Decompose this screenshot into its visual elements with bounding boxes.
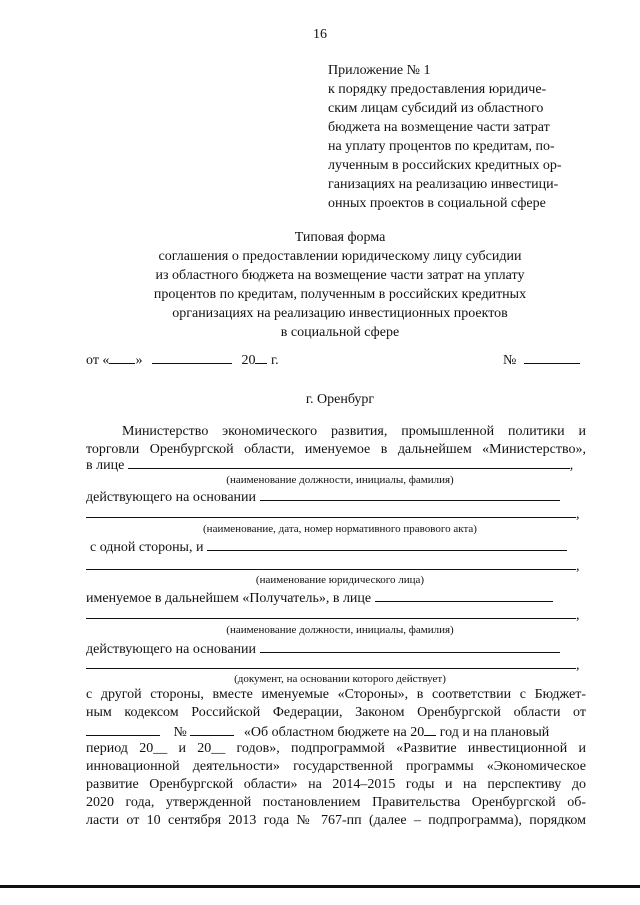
- body-paragraph: [86, 686, 586, 722]
- comma: ,: [576, 608, 580, 623]
- one-side-row: [90, 537, 567, 557]
- in-person-label: в лице: [86, 458, 125, 473]
- recipient-row-2: [86, 605, 580, 625]
- minister-position-field[interactable]: [128, 455, 570, 469]
- law-title: «Об областном бюджете на 20: [243, 725, 425, 740]
- body-line: 2020 года, утвержденной постановлением Правительства Оренбургской об-: [86, 795, 586, 810]
- law-number-field[interactable]: [190, 722, 234, 736]
- date-close-quote: »: [135, 353, 143, 368]
- day-field[interactable]: [109, 350, 135, 364]
- body-line: развитие Оренбургской области» на 2014–2015 годы и на перспективу до: [86, 777, 586, 792]
- date-from: от «: [86, 353, 110, 368]
- month-field[interactable]: [152, 350, 232, 364]
- caption-document: (документ, на основании которого действует): [234, 673, 446, 685]
- intro-paragraph: [86, 423, 586, 459]
- legal-entity-row-2: [86, 556, 580, 576]
- title-line: процентов по кредитам, полученным в российских кредитных: [153, 287, 527, 302]
- law-line: [86, 722, 549, 742]
- number-sign: №: [503, 353, 517, 368]
- bottom-rule: [0, 885, 640, 888]
- law-number-sign: №: [173, 725, 187, 740]
- annex-line: на уплату процентов по кредитам, по-: [328, 139, 555, 154]
- caption-position-2: (наименование должности, инициалы, фамилия): [226, 624, 454, 636]
- document-title: [0, 228, 640, 342]
- comma: ,: [569, 458, 574, 473]
- in-person-row: [86, 455, 573, 475]
- budget-year-field[interactable]: [424, 722, 436, 736]
- annex-line: ганизациях на реализацию инвестици-: [328, 177, 559, 192]
- intro-line: торговли Оренбургской области, именуемое в дальнейшем «Министерство»,: [86, 442, 586, 457]
- title-line: организациях на реализацию инвестиционных проектов: [172, 306, 508, 321]
- body-line: с другой стороны, вместе именуемые «Стороны», в соответствии с Бюджет-: [86, 687, 586, 702]
- acting-basis-field-2[interactable]: [86, 504, 576, 518]
- acting-basis-field[interactable]: [260, 487, 560, 501]
- one-side-label: с одной стороны, и: [90, 540, 204, 555]
- page-number: 16: [313, 27, 327, 42]
- date-row: [86, 350, 279, 370]
- comma: ,: [576, 507, 580, 522]
- annex-line: онных проектов в социальной сфере: [328, 196, 546, 211]
- city: г. Оренбург: [305, 392, 375, 407]
- annex-line: Приложение № 1: [328, 63, 431, 78]
- title-line: в социальной сфере: [280, 325, 400, 340]
- body-line: период 20__ и 20__ годов», подпрограммой «Развитие инвестиционной и: [86, 741, 586, 756]
- annex-line: ским лицам субсидий из областного: [328, 101, 544, 116]
- year-field[interactable]: [255, 350, 267, 364]
- acting-basis-label: действующего на основании: [86, 490, 257, 505]
- body-line: ласти от 10 сентября 2013 года № 767-пп (далее – подпрограмма), порядком: [86, 813, 586, 828]
- body-line: инновационной деятельности» государственной программы «Экономическое: [86, 759, 586, 774]
- title-line: соглашения о предоставлении юридическому лицу субсидии: [158, 249, 522, 264]
- annex-line: бюджета на возмещение части затрат: [328, 120, 550, 135]
- year-prefix: 20: [241, 353, 256, 368]
- acting-basis-row-2: [86, 504, 580, 524]
- agreement-number: [503, 350, 580, 370]
- agreement-number-field[interactable]: [524, 350, 580, 364]
- recipient-position-field-2[interactable]: [86, 605, 576, 619]
- acting-basis-field-3[interactable]: [260, 639, 560, 653]
- annex-header: [328, 61, 562, 213]
- intro-line: Министерство экономического развития, промышленной политики и: [122, 424, 586, 439]
- acting-basis-label-2: действующего на основании: [86, 642, 257, 657]
- legal-entity-field[interactable]: [207, 537, 567, 551]
- comma: ,: [576, 658, 580, 673]
- title-line: из областного бюджета на возмещение части затрат на уплату: [155, 268, 525, 283]
- recipient-label: именуемое в дальнейшем «Получатель», в лице: [86, 591, 372, 606]
- caption-position: (наименование должности, инициалы, фамилия): [226, 474, 454, 486]
- acting-basis-row-4: [86, 655, 580, 675]
- legal-entity-field-2[interactable]: [86, 556, 576, 570]
- law-tail: год и на плановый: [439, 725, 550, 740]
- caption-act: (наименование, дата, номер нормативного правового акта): [203, 523, 477, 535]
- caption-legal-entity: (наименование юридического лица): [255, 574, 425, 586]
- year-suffix: г.: [270, 353, 279, 368]
- acting-basis-field-4[interactable]: [86, 655, 576, 669]
- recipient-position-field[interactable]: [375, 588, 553, 602]
- annex-line: к порядку предоставления юридиче-: [328, 82, 547, 97]
- title-line: Типовая форма: [294, 230, 386, 245]
- comma: ,: [576, 559, 580, 574]
- body-paragraph-cont: [86, 740, 586, 830]
- law-date-field[interactable]: [86, 722, 160, 736]
- body-line: ным кодексом Российской Федерации, Законом Оренбургской области от: [86, 705, 586, 720]
- annex-line: лученным в российских кредитных ор-: [328, 158, 562, 173]
